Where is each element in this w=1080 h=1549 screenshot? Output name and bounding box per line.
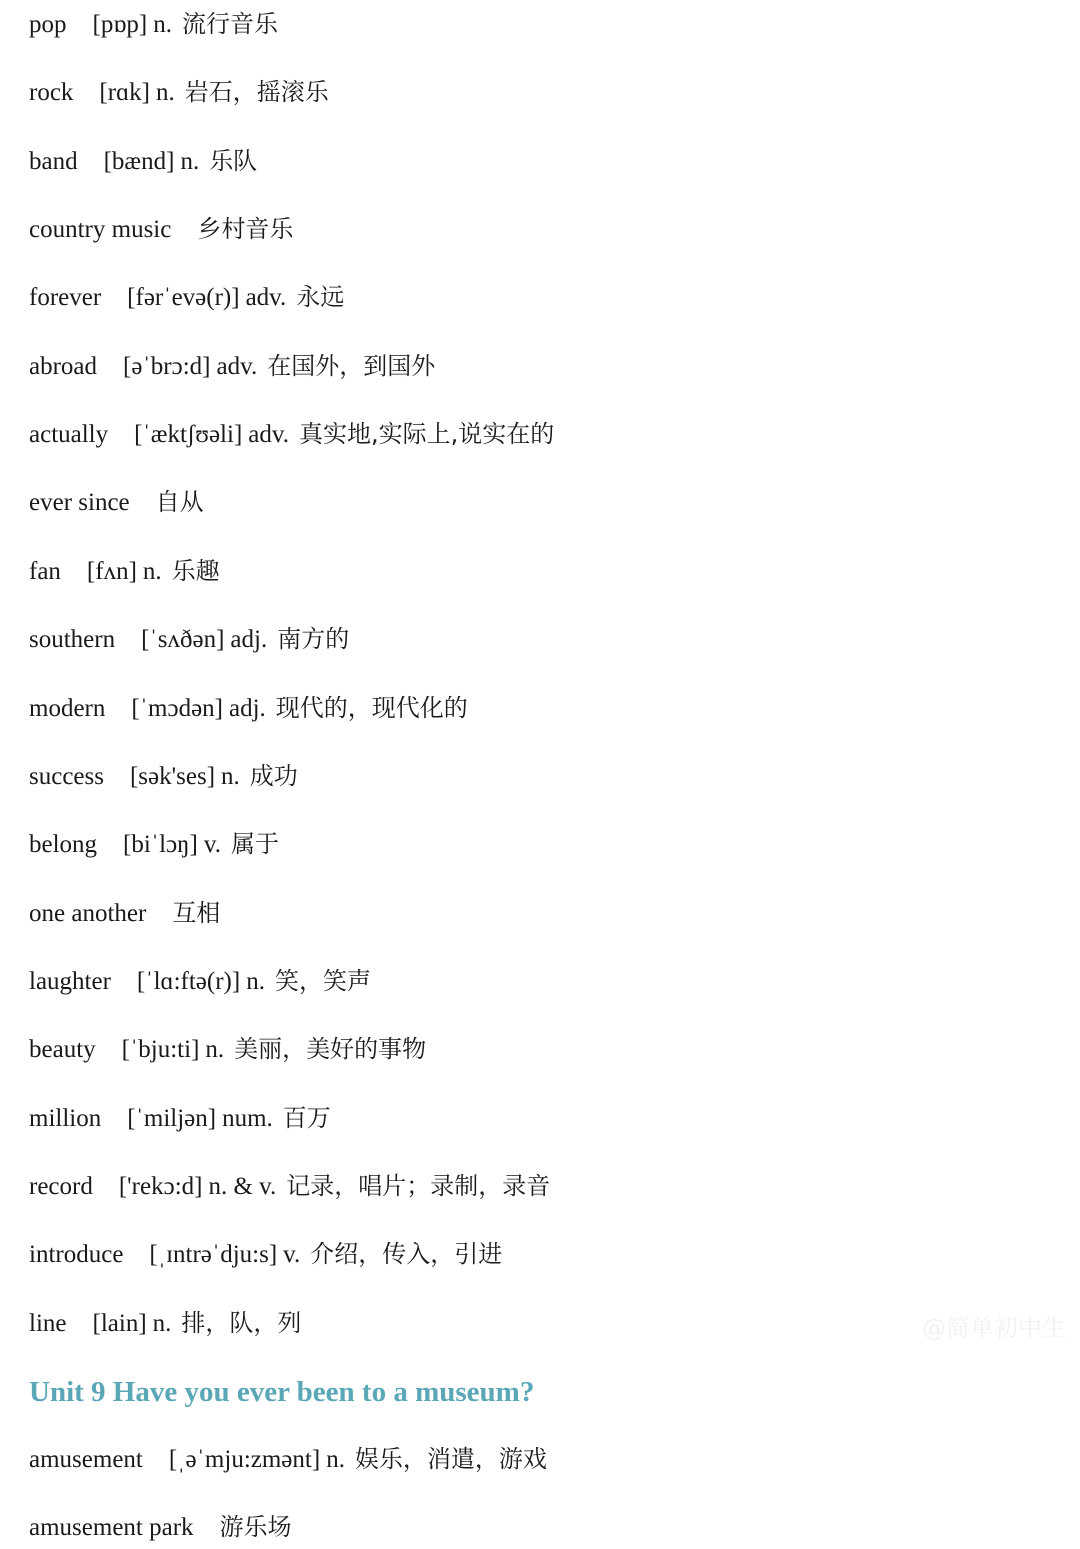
part-of-speech: n.	[326, 1446, 345, 1473]
unit-heading: Unit 9 Have you ever been to a museum?	[29, 1376, 535, 1408]
phonetic: [bænd]	[103, 147, 175, 175]
part-of-speech: n.	[155, 79, 175, 107]
vocab-entry	[29, 1029, 426, 1069]
vocab-word: fan	[29, 557, 61, 585]
vocab-word: actually	[29, 421, 109, 449]
chinese-meaning: 互相	[172, 898, 221, 927]
part-of-speech: n.	[246, 967, 265, 995]
vocab-entry	[29, 688, 468, 728]
phonetic: [ˈæktʃʊəli]	[134, 421, 243, 449]
vocab-entry	[29, 1439, 547, 1479]
vocab-entry	[29, 4, 278, 44]
vocab-entry	[29, 1303, 301, 1343]
part-of-speech: adv.	[216, 352, 258, 380]
chinese-meaning: 娱乐，消遣，游戏	[354, 1445, 547, 1473]
vocab-entry	[29, 1098, 331, 1138]
chinese-meaning: 成功	[249, 761, 298, 790]
vocab-word: million	[29, 1104, 102, 1132]
phonetic: [lain]	[92, 1309, 147, 1337]
vocab-word: belong	[29, 831, 98, 859]
phonetic: [rɑk]	[99, 79, 150, 107]
vocab-entry	[29, 277, 344, 317]
part-of-speech: num.	[222, 1104, 273, 1132]
chinese-meaning: 自从	[155, 488, 204, 517]
phonetic: ['rekɔ:d]	[118, 1172, 203, 1200]
part-of-speech: adv.	[248, 421, 290, 449]
vocab-word: record	[29, 1172, 93, 1200]
chinese-meaning: 在国外，到国外	[267, 351, 436, 380]
vocab-entry	[29, 756, 298, 796]
part-of-speech: v.	[203, 831, 222, 859]
chinese-meaning: 排，队，列	[181, 1308, 302, 1337]
vocab-word: amusement park	[29, 1514, 194, 1541]
part-of-speech: n. & v.	[208, 1172, 277, 1200]
vocab-word: pop	[29, 11, 67, 38]
chinese-meaning: 记录，唱片；录制，录音	[286, 1171, 551, 1200]
vocab-entry	[29, 961, 371, 1001]
vocab-entry	[29, 72, 329, 112]
vocab-word: beauty	[29, 1036, 96, 1064]
watermark: @简单初中生	[922, 1314, 1066, 1342]
chinese-meaning: 乐趣	[171, 556, 220, 585]
phonetic: [ˌəˈmju:zmənt]	[168, 1446, 321, 1473]
phonetic: [sək'ses]	[129, 762, 216, 790]
vocab-entry	[29, 414, 554, 454]
phonetic: [pɒp]	[92, 11, 148, 38]
vocab-word: abroad	[29, 352, 98, 380]
vocab-word: amusement	[29, 1446, 143, 1473]
vocab-entry	[29, 824, 279, 864]
chinese-meaning: 介绍，传入，引进	[310, 1240, 503, 1269]
vocab-entry	[29, 1166, 550, 1206]
phonetic: [ˈmiljən]	[127, 1104, 217, 1132]
phonetic: [ˈsʌðən]	[141, 626, 225, 654]
phonetic: [fərˈevə(r)]	[127, 284, 240, 312]
vocab-word: modern	[29, 694, 106, 722]
phonetic: [ˈbju:ti]	[121, 1036, 200, 1064]
phonetic: [əˈbrɔ:d]	[123, 352, 211, 380]
chinese-meaning: 乐队	[209, 146, 258, 175]
vocab-word: success	[29, 762, 104, 790]
part-of-speech: n.	[205, 1036, 225, 1064]
vocab-word: southern	[29, 626, 116, 654]
chinese-meaning: 游乐场	[219, 1513, 292, 1541]
phonetic: [fʌn]	[86, 557, 137, 585]
part-of-speech: adj.	[229, 694, 266, 722]
vocab-entry	[29, 1234, 502, 1274]
vocab-entry	[29, 346, 435, 386]
vocab-word: introduce	[29, 1241, 124, 1269]
phonetic: [ˌɪntrəˈdju:s]	[149, 1241, 278, 1269]
vocab-entry	[29, 893, 220, 933]
vocab-word: laughter	[29, 967, 111, 995]
chinese-meaning: 美丽，美好的事物	[234, 1035, 427, 1064]
vocab-entry	[29, 482, 204, 522]
vocab-word: line	[29, 1309, 67, 1337]
chinese-meaning: 南方的	[277, 625, 350, 654]
chinese-meaning: 永远	[296, 283, 345, 312]
chinese-meaning: 现代的，现代化的	[275, 693, 468, 722]
vocab-word: forever	[29, 284, 102, 312]
vocab-entry	[29, 1507, 292, 1547]
part-of-speech: n.	[180, 147, 200, 175]
vocab-word: ever since	[29, 489, 130, 517]
chinese-meaning: 岩石，摇滚乐	[184, 78, 329, 107]
vocab-entry	[29, 551, 220, 591]
vocab-word: one another	[29, 899, 147, 927]
chinese-meaning: 百万	[282, 1103, 331, 1132]
part-of-speech: n.	[142, 557, 162, 585]
part-of-speech: n.	[221, 762, 240, 790]
part-of-speech: adv.	[245, 284, 287, 312]
chinese-meaning: 流行音乐	[181, 10, 278, 38]
chinese-meaning: 乡村音乐	[197, 215, 294, 244]
vocab-entry	[29, 619, 349, 659]
chinese-meaning: 属于	[231, 830, 280, 859]
vocab-word: rock	[29, 79, 74, 107]
part-of-speech: n.	[152, 1309, 172, 1337]
phonetic: [ˈlɑ:ftə(r)]	[136, 967, 241, 995]
phonetic: [ˈmɔdən]	[131, 694, 223, 722]
vocab-entry	[29, 141, 257, 181]
chinese-meaning: 笑，笑声	[274, 966, 371, 995]
part-of-speech: v.	[283, 1241, 301, 1269]
phonetic: [biˈlɔŋ]	[123, 831, 198, 859]
part-of-speech: adj.	[230, 626, 268, 654]
vocab-word: band	[29, 147, 78, 175]
vocab-entry	[29, 209, 293, 249]
vocab-word: country music	[29, 216, 172, 244]
part-of-speech: n.	[153, 11, 172, 38]
chinese-meaning: 真实地,实际上,说实在的	[299, 420, 555, 449]
